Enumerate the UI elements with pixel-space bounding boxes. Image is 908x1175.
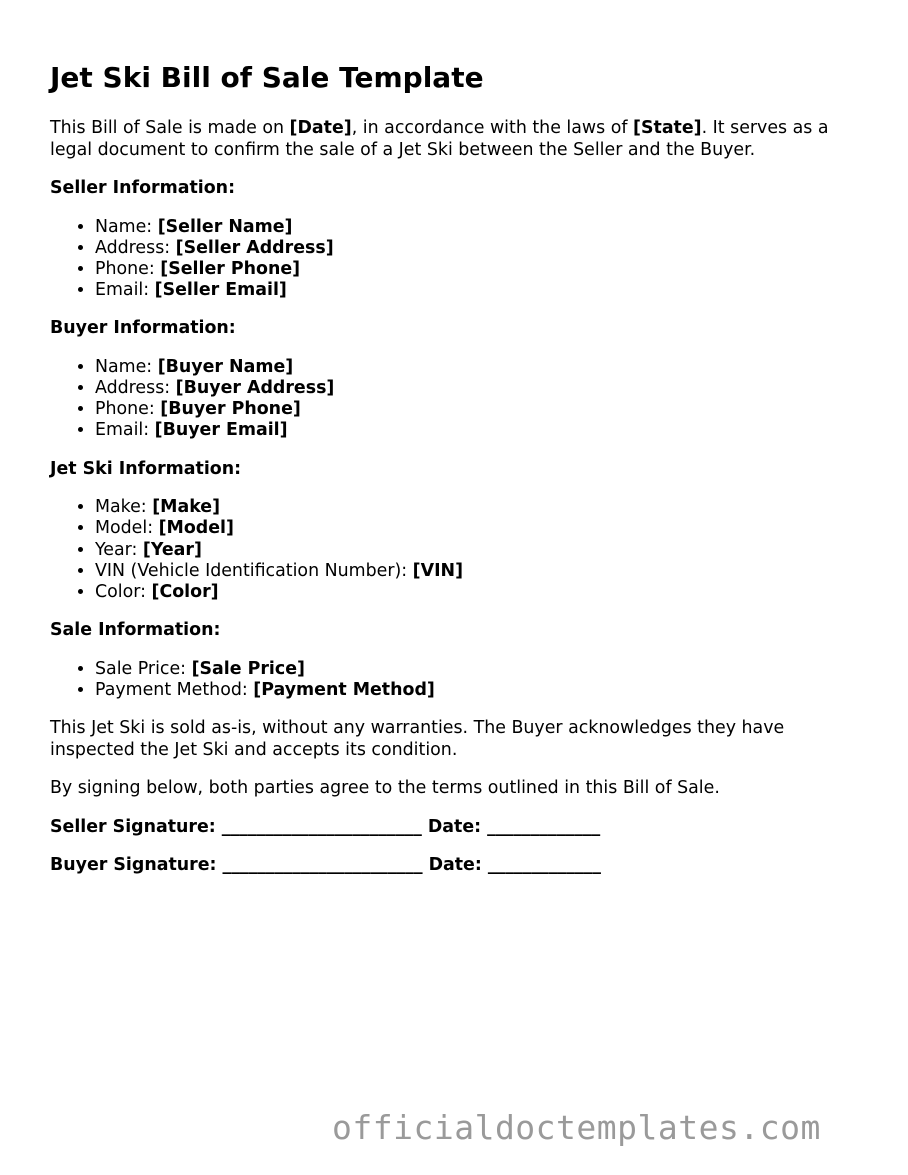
buyer-list [50, 357, 870, 442]
field-label: Email: [95, 420, 155, 441]
agreement-paragraph: By signing below, both parties agree to the terms outlined in this Bill of Sale. [50, 778, 720, 799]
field-value: [Model] [158, 518, 234, 539]
field-label: Address: [95, 378, 176, 399]
state-placeholder: [State] [633, 118, 702, 138]
field-label: Model: [95, 518, 159, 539]
field-value: [Sale Price] [191, 658, 305, 679]
field-label: Phone: [95, 399, 161, 420]
list-item [95, 259, 870, 280]
list-item [95, 540, 870, 561]
field-label: Phone: [95, 258, 161, 279]
field-label: Sale Price: [95, 658, 192, 679]
field-value: [Seller Address] [175, 237, 334, 258]
sale-list [50, 659, 870, 701]
field-value: [Color] [151, 581, 219, 602]
list-item [95, 378, 870, 399]
field-value: [VIN] [412, 560, 464, 581]
list-item [95, 497, 870, 518]
date-placeholder: [Date] [289, 118, 352, 138]
field-label: VIN (Vehicle Identification Number): [95, 560, 413, 581]
intro-prefix: This Bill of Sale is made on [50, 118, 290, 138]
field-value: [Buyer Phone] [160, 399, 301, 420]
field-value: [Seller Phone] [160, 258, 301, 279]
as-is-paragraph: This Jet Ski is sold as-is, without any warranties. The Buyer acknowledges they have inspected the Jet Ski and accepts its condition. [50, 718, 785, 760]
sale-heading: Sale Information: [50, 620, 221, 641]
document-page [50, 56, 870, 894]
list-item [95, 680, 870, 701]
seller-signature-line: Seller Signature: _______________________ Date: _____________ [50, 816, 601, 837]
intro-middle: , in accordance with the laws of [351, 118, 634, 138]
list-item [95, 280, 870, 301]
field-label: Year: [95, 539, 143, 560]
field-value: [Buyer Address] [175, 378, 335, 399]
field-value: [Year] [142, 539, 202, 560]
watermark: officialdoctemplates.com [332, 1108, 821, 1147]
field-value: [Buyer Name] [157, 356, 294, 377]
field-label: Email: [95, 280, 155, 301]
intro-paragraph [50, 118, 870, 161]
list-item [95, 399, 870, 420]
field-label: Color: [95, 581, 152, 602]
list-item [95, 357, 870, 378]
jetski-list [50, 497, 870, 603]
field-label: Name: [95, 216, 158, 237]
field-value: [Seller Email] [154, 280, 287, 301]
seller-list [50, 217, 870, 302]
list-item [95, 518, 870, 539]
buyer-signature-line: Buyer Signature: _______________________ Date: _____________ [50, 855, 601, 876]
list-item [95, 420, 870, 441]
list-item [95, 659, 870, 680]
field-value: [Buyer Email] [154, 420, 288, 441]
field-value: [Payment Method] [253, 679, 435, 700]
field-label: Payment Method: [95, 679, 254, 700]
jetski-heading: Jet Ski Information: [50, 458, 242, 479]
field-label: Name: [95, 356, 158, 377]
field-value: [Make] [152, 497, 221, 518]
list-item [95, 582, 870, 603]
list-item [95, 238, 870, 259]
list-item [95, 217, 870, 238]
buyer-heading: Buyer Information: [50, 318, 236, 339]
list-item [95, 561, 870, 582]
intro-suffix: . It serves as a legal document to confirm the sale of a Jet Ski between the Seller and the Buyer. [50, 118, 829, 160]
seller-heading: Seller Information: [50, 178, 236, 198]
field-label: Address: [95, 237, 176, 258]
document-title: Jet Ski Bill of Sale Template [50, 61, 484, 94]
field-value: [Seller Name] [157, 216, 293, 237]
field-label: Make: [95, 497, 153, 518]
